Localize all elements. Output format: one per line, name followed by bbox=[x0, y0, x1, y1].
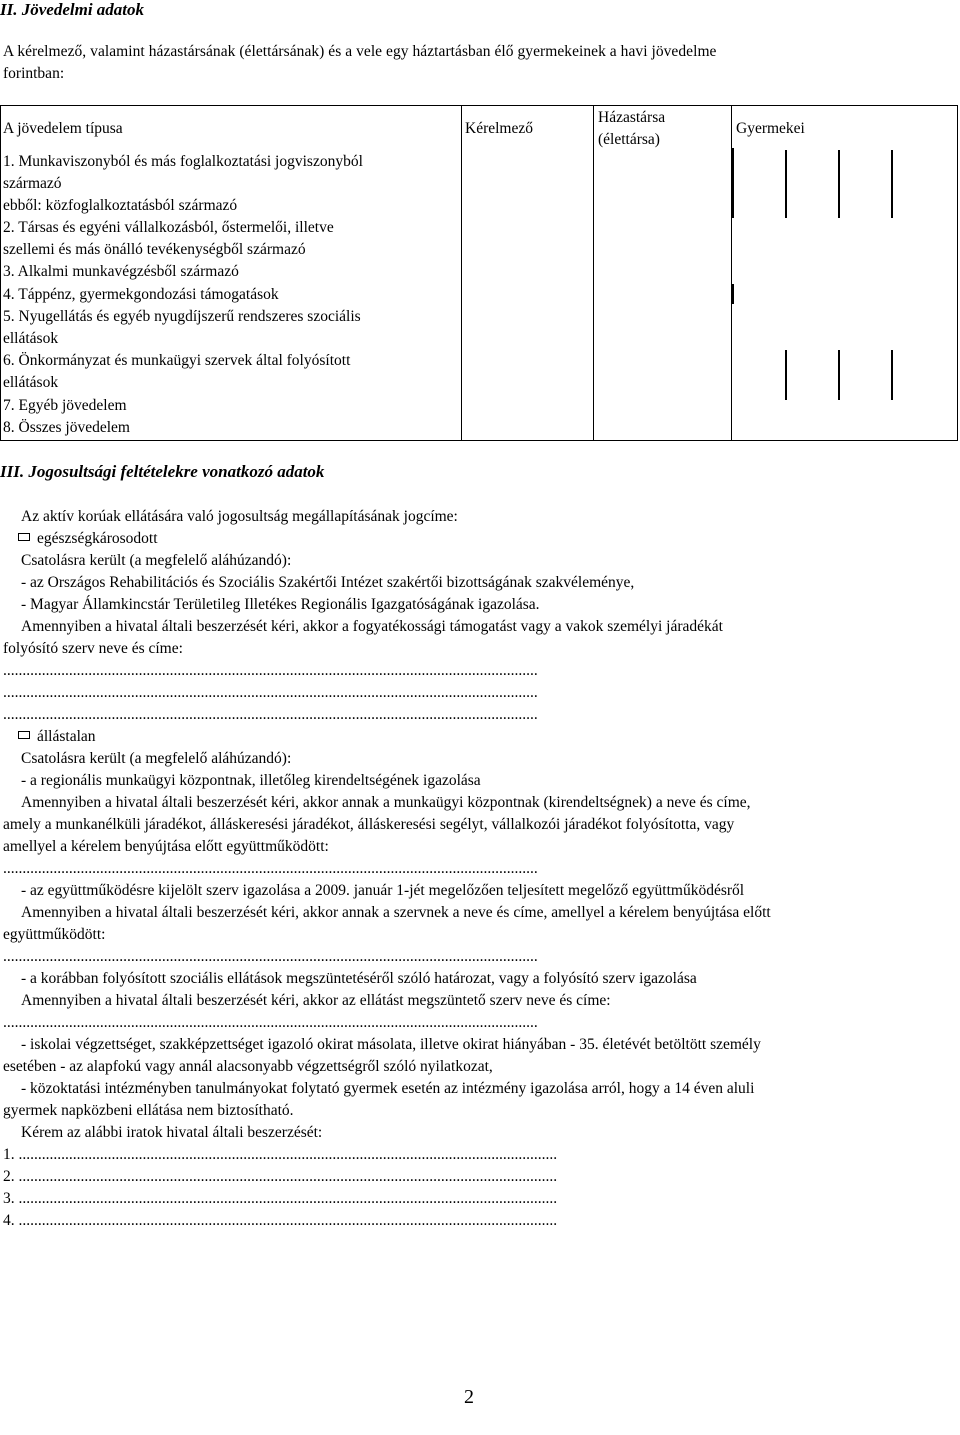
income-intro-line-2: forintban: bbox=[3, 65, 65, 82]
eligibility-line: Amennyiben a hivatal általi beszerzését kéri, akkor annak a szervnek a neve és címe, amellyel a kérelem benyújtása előtt bbox=[21, 904, 771, 921]
table-row: ellátások bbox=[3, 330, 59, 347]
eligibility-line: Amennyiben a hivatal általi beszerzését kéri, akkor az ellátást megszüntető szerv neve és címe: bbox=[21, 992, 611, 1009]
header-spouse-1: Házastársa bbox=[598, 109, 666, 126]
table-row: 5. Nyugellátás és egyéb nyugdíjszerű rendszeres szociális bbox=[3, 308, 361, 325]
eligibility-line: amellyel a kérelem benyújtása előtt együttműködött: bbox=[3, 838, 329, 855]
fill-in-line[interactable]: .......................................................................................................................................... bbox=[3, 662, 538, 679]
checkbox-icon[interactable] bbox=[18, 533, 30, 541]
eligibility-line: Csatolásra került (a megfelelő aláhúzandó): bbox=[21, 552, 292, 569]
fill-in-line[interactable]: .......................................................................................................................................... bbox=[3, 1014, 538, 1031]
table-row: 2. Társas és egyéni vállalkozásból, őstermelői, illetve bbox=[3, 219, 334, 236]
fill-in-line[interactable]: 4. ........................................................................................................................................... bbox=[3, 1212, 558, 1229]
children-subcol-mark bbox=[891, 150, 893, 218]
page-number: 2 bbox=[464, 1386, 474, 1408]
fill-in-line[interactable]: .......................................................................................................................................... bbox=[3, 860, 538, 877]
section-title-eligibility: III. Jogosultsági feltételekre vonatkozó adatok bbox=[0, 462, 325, 481]
fill-in-line[interactable]: .......................................................................................................................................... bbox=[3, 948, 538, 965]
eligibility-line: - az Országos Rehabilitációs és Szociális Szakértői Intézet szakértői bizottságának szakvéleménye, bbox=[21, 574, 635, 591]
column-divider-applicant bbox=[461, 105, 462, 440]
header-income-type: A jövedelem típusa bbox=[3, 120, 123, 137]
column-divider-spouse bbox=[593, 105, 594, 440]
section-title-income: II. Jövedelmi adatok bbox=[0, 0, 145, 19]
eligibility-line: gyermek napközbeni ellátása nem biztosítható. bbox=[3, 1102, 294, 1119]
header-applicant: Kérelmező bbox=[465, 120, 533, 137]
fill-in-line[interactable]: .......................................................................................................................................... bbox=[3, 684, 538, 701]
table-row: 7. Egyéb jövedelem bbox=[3, 397, 127, 414]
eligibility-line: Amennyiben a hivatal általi beszerzését kéri, akkor annak a munkaügyi központnak (kirendeltségnek) a neve és címe, bbox=[21, 794, 751, 811]
children-subcol-mark bbox=[891, 350, 893, 400]
fill-in-line[interactable]: 2. ........................................................................................................................................... bbox=[3, 1168, 558, 1185]
eligibility-line: Amennyiben a hivatal általi beszerzését kéri, akkor a fogyatékossági támogatást vagy a vakok személyi járadékát bbox=[21, 618, 723, 635]
eligibility-line: - közoktatási intézményben tanulmányokat folytató gyermek esetén az intézmény igazolása arról, hogy a 14 éven aluli bbox=[21, 1080, 755, 1097]
children-subcol-mark bbox=[732, 148, 734, 218]
checkbox-row-egeszsegkarosodott[interactable] bbox=[18, 528, 158, 550]
table-row: 8. Összes jövedelem bbox=[3, 419, 130, 436]
header-children: Gyermekei bbox=[736, 120, 805, 137]
table-row: 6. Önkormányzat és munkaügyi szervek által folyósított bbox=[3, 352, 351, 369]
checkbox-label: egészségkárosodott bbox=[37, 530, 158, 547]
children-subcol-mark bbox=[785, 150, 787, 218]
children-subcol-mark bbox=[732, 284, 734, 304]
table-row: 4. Táppénz, gyermekgondozási támogatások bbox=[3, 286, 279, 303]
fill-in-line[interactable]: 1. ........................................................................................................................................... bbox=[3, 1146, 558, 1163]
table-row: 3. Alkalmi munkavégzésből származó bbox=[3, 263, 239, 280]
eligibility-line: Csatolásra került (a megfelelő aláhúzandó): bbox=[21, 750, 292, 767]
checkbox-row-allastalan[interactable] bbox=[18, 726, 96, 748]
eligibility-line: - Magyar Államkincstár Területileg Illetékes Regionális Igazgatóságának igazolása. bbox=[21, 596, 540, 613]
eligibility-line: - a regionális munkaügyi központnak, illetőleg kirendeltségének igazolása bbox=[21, 772, 481, 789]
eligibility-line: - iskolai végzettséget, szakképzettséget igazoló okirat másolata, illetve okirat hiányában - 35. életévét betöltött személy bbox=[21, 1036, 761, 1053]
eligibility-line: amely a munkanélküli járadékot, álláskeresési járadékot, álláskeresési segélyt, vállalkozói járadékot folyósította, vagy bbox=[3, 816, 735, 833]
table-row: származó bbox=[3, 175, 62, 192]
eligibility-line: esetében - az alapfokú vagy annál alacsonyabb végzettségről szóló nyilatkozat, bbox=[3, 1058, 493, 1075]
children-subcol-mark bbox=[838, 150, 840, 218]
eligibility-line: Kérem az alábbi iratok hivatal általi beszerzését: bbox=[21, 1124, 323, 1141]
table-row: ebből: közfoglalkoztatásból származó bbox=[3, 197, 238, 214]
eligibility-line: Az aktív korúak ellátására való jogosultság megállapításának jogcíme: bbox=[21, 508, 458, 525]
eligibility-line: - a korábban folyósított szociális ellátások megszüntetéséről szóló határozat, vagy a folyósító szerv igazolása bbox=[21, 970, 697, 987]
fill-in-line[interactable]: 3. ........................................................................................................................................... bbox=[3, 1190, 558, 1207]
checkbox-label: állástalan bbox=[37, 728, 96, 745]
fill-in-line[interactable]: .......................................................................................................................................... bbox=[3, 706, 538, 723]
children-subcol-mark bbox=[838, 350, 840, 400]
income-intro-line-1: A kérelmező, valamint házastársának (élettársának) és a vele egy háztartásban élő gyermekeinek a havi jövedelme bbox=[3, 43, 717, 60]
table-row: ellátások bbox=[3, 374, 59, 391]
table-row: 1. Munkaviszonyból és más foglalkoztatási jogviszonyból bbox=[3, 153, 363, 170]
eligibility-line: együttműködött: bbox=[3, 926, 106, 943]
checkbox-icon[interactable] bbox=[18, 731, 30, 739]
eligibility-line: folyósító szerv neve és címe: bbox=[3, 640, 183, 657]
header-spouse-2: (élettársa) bbox=[598, 131, 660, 148]
children-subcol-mark bbox=[785, 350, 787, 400]
eligibility-line: - az együttműködésre kijelölt szerv igazolása a 2009. január 1-jét megelőzően teljesített megelőző együttműködésről bbox=[21, 882, 745, 899]
table-row: szellemi és más önálló tevékenységből származó bbox=[3, 241, 306, 258]
